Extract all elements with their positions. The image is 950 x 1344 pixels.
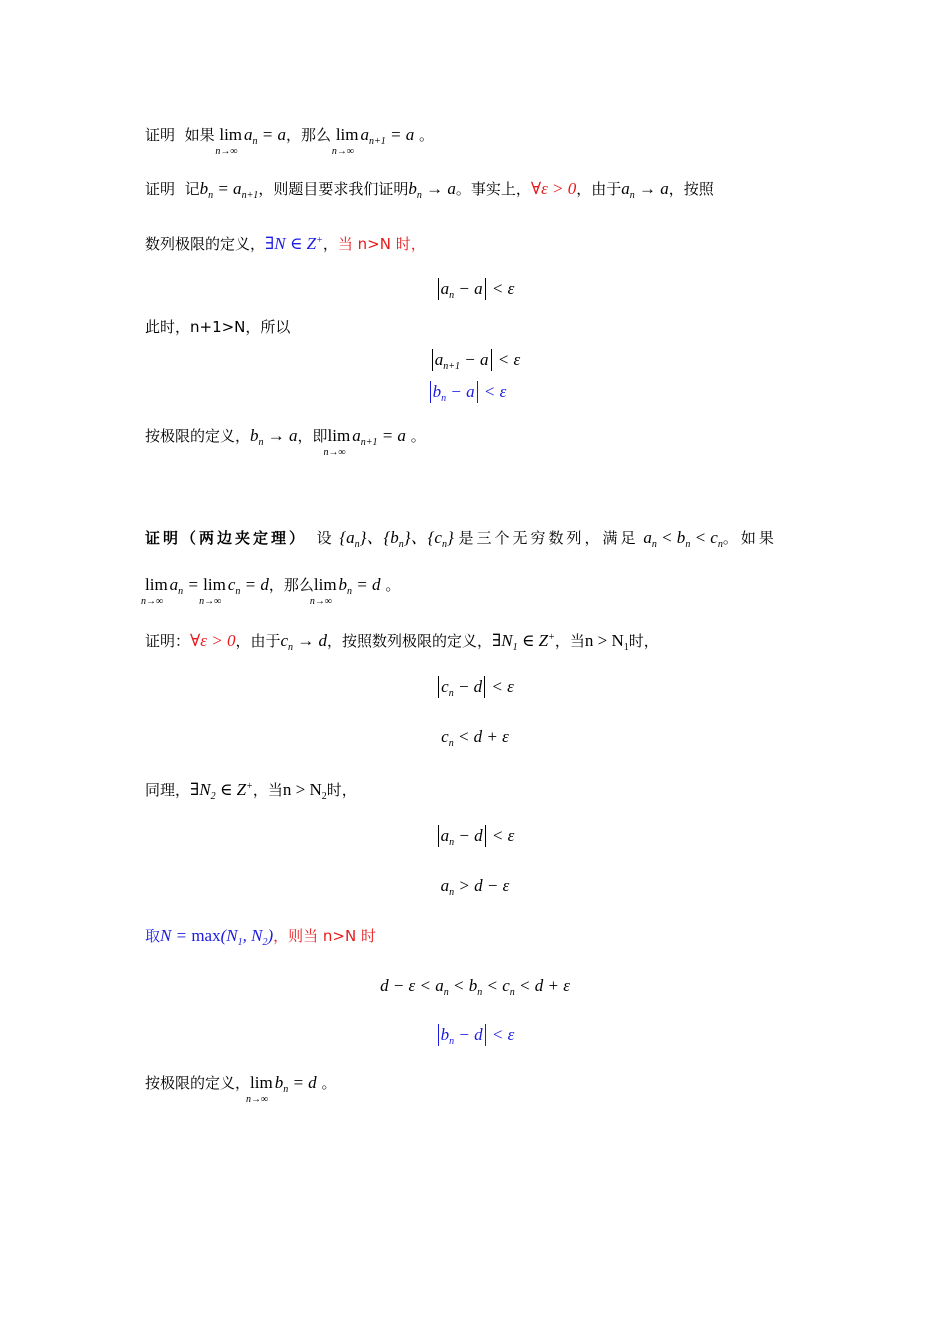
proof1-title: 证明 如果 lim n→∞ $a_n = a$，那么 lim n→∞ $a_{n+1} = a$ 。	[145, 125, 435, 157]
proof-label: 证明	[145, 126, 176, 144]
formula-an-gt-d-minus-eps: $a_n > d - \varepsilon$	[440, 876, 510, 898]
forall-epsilon: ∀ε > 0	[530, 179, 577, 198]
squeeze-theorem-label: 证明（两边夹定理）	[145, 529, 308, 547]
proof1-line5: 此时，n+1>N，所以	[145, 318, 291, 336]
formula-cn-minus-d: $c_n - d < \varepsilon$	[0, 676, 950, 705]
formula-bn-minus-d: $b_n - d < \varepsilon$	[0, 1024, 950, 1053]
proof1-conclusion: 按极限的定义，$b_n \to a$，即lim n→∞ $a_{n+1} = a$ 。	[145, 426, 426, 458]
formula-an-minus-a: $a_n - a < \varepsilon$	[0, 278, 950, 307]
proof2-conclusion: 按极限的定义，lim n→∞ $b_n = d$ 。	[145, 1073, 337, 1105]
proof2-similarly: 同理，$\exists N_2$ ∈ Z+，当$n > N_2$时，	[145, 780, 357, 802]
proof1-intro: 证明 记$b_n = a_{n+1}$，则题目要求我们证明$b_n \to a$。事实上，∀ε > 0，由于$a_n \to a$，按照	[145, 179, 714, 201]
proof1-line3: 数列极限的定义，∃N ∈ Z+，当 n>N 时，	[145, 234, 426, 253]
formula-an-minus-d: $a_n - d < \varepsilon$	[0, 825, 950, 854]
formula-squeeze-chain: $d - \varepsilon < a_n < b_n < c_n < d + \varepsilon$	[380, 976, 570, 998]
formula-bn-minus-a: $b_n - a < \varepsilon$	[0, 381, 942, 410]
formula-cn-lt-d-plus-eps: $c_n < d + \varepsilon$	[441, 727, 509, 749]
proof2-title: 证明（两边夹定理） 设 $\{a_n\}$、$\{b_n\}$、$\{c_n\}$ 是三个无穷数列，满足 $a_n < b_n < c_n$。如果	[145, 528, 777, 550]
proof2-p1: 证明：∀ε > 0，由于$c_n \to d$，按照数列极限的定义，$\exists N_1$ ∈ Z+，当$n > N_1$时，	[145, 631, 659, 653]
proof2-take-N: 取$N = \max(N_1$, $N_2$)，则当 n>N 时	[145, 926, 376, 948]
formula-an1-minus-a: $a_{n+1} - a < \varepsilon$	[0, 349, 950, 378]
proof2-hypothesis: lim n→∞ $a_n = \lim$ n→∞ $c_n = d$，那么lim n→∞ $b_n = d$ 。	[141, 575, 401, 607]
